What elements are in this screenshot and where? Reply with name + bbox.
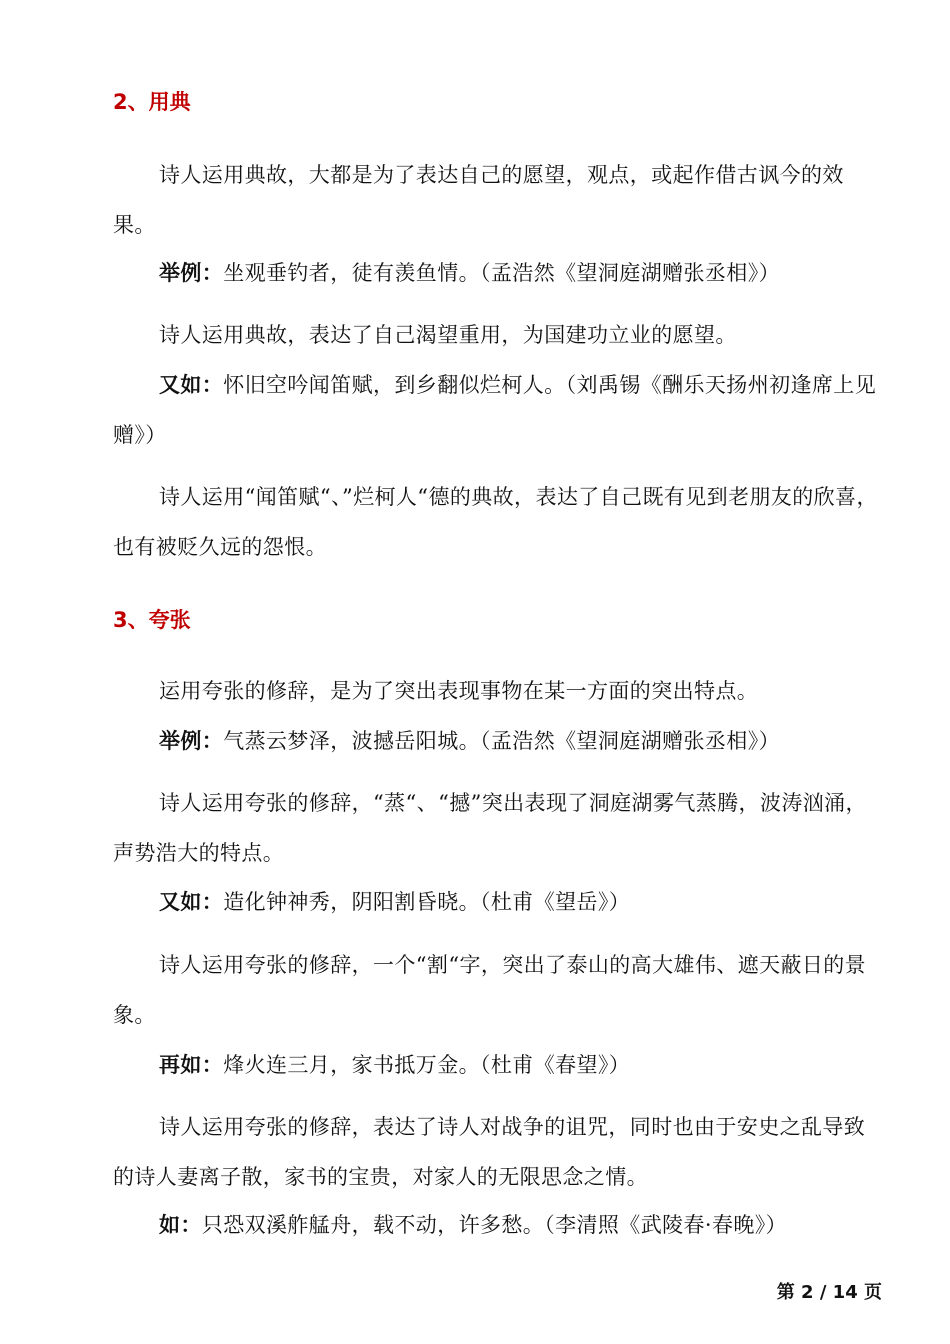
paragraph-allusion-note-1: 诗人运用典故，表达了自己渴望重用，为国建功立业的愿望。 — [159, 323, 737, 347]
example-text: 坐观垂钓者，徒有羡鱼情。（孟浩然《望洞庭湖赠张丞相》） — [223, 261, 781, 285]
example-allusion-2 — [113, 360, 881, 460]
example-label: 又如： — [159, 890, 224, 914]
example-hyperbole-1 — [113, 716, 881, 766]
example-hyperbole-3 — [113, 1040, 881, 1090]
example-text: 气蒸云梦泽，波撼岳阳城。（孟浩然《望洞庭湖赠张丞相》） — [223, 729, 781, 753]
paragraph-allusion-note-2: 诗人运用“闻笛赋“、”烂柯人“德的典故，表达了自己既有见到老朋友的欣喜，也有被贬久远的怨恨。 — [113, 485, 878, 559]
paragraph-allusion-intro: 诗人运用典故，大都是为了表达自己的愿望，观点，或起作借古讽今的效果。 — [113, 163, 844, 237]
example-text: 烽火连三月，家书抵万金。（杜甫《春望》） — [223, 1053, 631, 1077]
example-label: 又如： — [159, 373, 224, 397]
example-label: 举例： — [159, 729, 224, 753]
paragraph-hyperbole-note-2: 诗人运用夸张的修辞，一个“割“字，突出了泰山的高大雄伟、遮天蔽日的景象。 — [113, 953, 867, 1027]
example-label: 举例： — [159, 261, 224, 285]
example-label: 再如： — [159, 1053, 224, 1077]
example-allusion-1 — [113, 248, 881, 298]
section-heading-allusion: 2、用典 — [113, 90, 191, 114]
page-number: 第 2 / 14 页 — [776, 1282, 882, 1303]
paragraph-hyperbole-intro: 运用夸张的修辞，是为了突出表现事物在某一方面的突出特点。 — [159, 679, 759, 703]
section-heading-hyperbole: 3、夸张 — [113, 608, 191, 632]
example-label: 如： — [159, 1213, 202, 1237]
paragraph-hyperbole-note-1: 诗人运用夸张的修辞，“蒸“、“撼”突出表现了洞庭湖雾气蒸腾，波涛汹涌，声势浩大的特点。 — [113, 791, 867, 865]
example-text: 造化钟神秀，阴阳割昏晓。（杜甫《望岳》） — [223, 890, 631, 914]
example-hyperbole-2 — [113, 877, 881, 927]
example-text: 怀旧空吟闻笛赋，到乡翻似烂柯人。（刘禹锡《酬乐天扬州初逢席上见赠》） — [113, 373, 877, 447]
paragraph-hyperbole-note-3: 诗人运用夸张的修辞，表达了诗人对战争的诅咒，同时也由于安史之乱导致的诗人妻离子散，家书的宝贵，对家人的无限思念之情。 — [113, 1115, 866, 1189]
example-text: 只恐双溪舴艋舟，载不动，许多愁。（李清照《武陵春·春晚》） — [201, 1213, 788, 1237]
example-hyperbole-4 — [113, 1200, 881, 1250]
